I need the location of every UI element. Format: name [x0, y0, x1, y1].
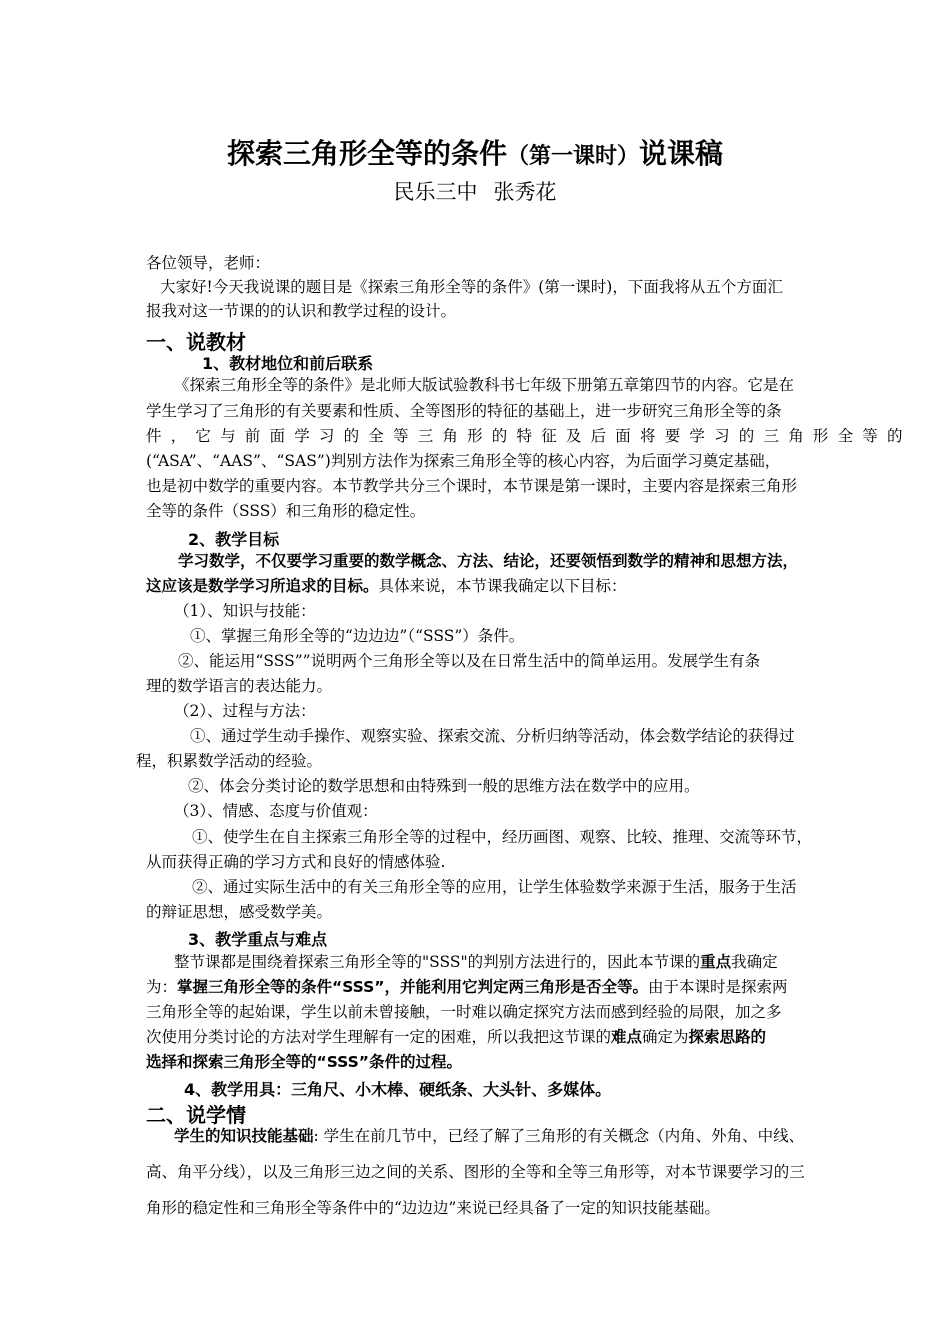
emotion-item-1b: 从而获得正确的学习方式和良好的情感体验.	[146, 853, 446, 871]
knowledge-heading: （1）、知识与技能：	[174, 602, 316, 620]
sub-1-line-3: 件，它与前面学习的全等三角形的特征及后面将要学习的三角形全等的	[146, 427, 912, 445]
title-sub: （第一课时）	[506, 144, 639, 169]
intro-line-1: 大家好!今天我说课的题目是《探索三角形全等的条件》(第一课时)，下面我将从五个方面汇	[160, 278, 783, 296]
emotion-item-2b: 的辩证思想，感受数学美。	[146, 903, 333, 921]
key-line-2c: 由于本课时是探索两	[648, 978, 788, 996]
emotion-item-1a: ①、使学生在自主探索三角形全等的过程中，经历画图、观察、比较、推理、交流等环节，	[192, 828, 813, 846]
key-line-1a: 整节课都是围绕着探索三角形全等的"SSS"的判别方法进行的，因此本节课的	[174, 953, 701, 971]
author-name: 张秀花	[493, 180, 557, 204]
sub-1-heading: 1、教材地位和前后联系	[202, 354, 374, 373]
key-point-label: 重点	[700, 953, 732, 971]
sub-4-heading: 4、教学用具：三角尺、小木棒、硬纸条、大头针、多媒体。	[184, 1080, 612, 1099]
process-item-1a: ①、通过学生动手操作、观察实验、探索交流、分析归纳等活动，体会数学结论的获得过	[190, 727, 795, 745]
document-title	[0, 132, 950, 172]
sub-1-line-5: 也是初中数学的重要内容。本节教学共分三个课时，本节课是第一课时，主要内容是探索三角形	[146, 477, 798, 495]
author-line	[0, 176, 950, 206]
difficult-point-label: 难点	[611, 1028, 643, 1046]
difficult-point-text-b: 选择和探索三角形全等的“SSS”条件的过程。	[146, 1053, 462, 1071]
difficult-point-text-a: 探索思路的	[688, 1028, 767, 1046]
key-point-text: 掌握三角形全等的条件“SSS”，并能利用它判定两三角形是否全等。	[177, 978, 648, 996]
key-line-4a: 次使用分类讨论的方法对学生理解有一定的困难，所以我把这节课的	[146, 1028, 612, 1046]
goal-bold-line-2: 这应该是数学学习所追求的目标。	[146, 577, 379, 595]
key-line-4	[146, 1027, 766, 1047]
situation-line-1	[174, 1126, 804, 1146]
key-line-3: 三角形全等的起始课，学生以前未曾接触，一时难以确定探究方法而感到经验的局限，加之多	[146, 1003, 782, 1021]
sub-1-line-4: (“ASA”、“AAS”、“SAS”)判别方法作为探索三角形全等的核心内容，为后面学习奠定基础，	[146, 452, 781, 470]
intro-line-2: 报我对这一节课的的认识和教学过程的设计。	[146, 302, 457, 320]
goal-bold-line-1: 学习数学，不仅要学习重要的数学概念、方法、结论，还要领悟到数学的精神和思想方法，	[178, 552, 799, 570]
sub-2-heading: 2、教学目标	[188, 530, 280, 549]
key-line-1	[174, 952, 778, 972]
title-main: 探索三角形全等的条件	[226, 137, 507, 170]
sub-1-line-2: 学生学习了三角形的有关要素和性质、全等图形的特征的基础上，进一步研究三角形全等的条	[146, 402, 782, 420]
goal-line-2	[146, 576, 627, 596]
knowledge-item-2b: 理的数学语言的表达能力。	[146, 677, 333, 695]
section-1-heading: 一、说教材	[146, 330, 246, 354]
sub-3-heading: 3、教学重点与难点	[188, 930, 328, 949]
situation-line-1-text: : 学生在前几节中，已经了解了三角形的有关概念（内角、外角、中线、	[313, 1127, 805, 1145]
process-heading: （2）、过程与方法：	[174, 702, 316, 720]
knowledge-item-1: ①、掌握三角形全等的“边边边”（“SSS”）条件。	[190, 627, 525, 645]
emotion-item-2a: ②、通过实际生活中的有关三角形全等的应用，让学生体验数学来源于生活，服务于生活	[192, 878, 797, 896]
goal-line-2-tail: 具体来说，本节课我确定以下目标：	[378, 577, 627, 595]
process-item-1b: 程，积累数学活动的经验。	[136, 752, 323, 770]
situation-line-3: 角形的稳定性和三角形全等条件中的“边边边”来说已经具备了一定的知识技能基础。	[146, 1199, 720, 1217]
sub-1-line-1: 《探索三角形全等的条件》是北师大版试验教科书七年级下册第五章第四节的内容。它是在	[174, 376, 795, 394]
author-school: 民乐三中	[393, 180, 478, 204]
key-line-1c: 我确定	[731, 953, 778, 971]
process-item-2: ②、体会分类讨论的数学思想和由特殊到一般的思维方法在数学中的应用。	[188, 777, 700, 795]
knowledge-item-2a: ②、能运用“SSS””说明两个三角形全等以及在日常生活中的简单运用。发展学生有条	[178, 652, 761, 670]
situation-line-2: 高、角平分线），以及三角形三边之间的关系、图形的全等和全等三角形等，对本节课要学习的三	[146, 1163, 805, 1181]
emotion-heading: （3）、情感、态度与价值观：	[174, 802, 378, 820]
situation-label: 学生的知识技能基础	[174, 1127, 314, 1145]
key-line-2	[146, 977, 788, 997]
sub-1-line-6: 全等的条件（SSS）和三角形的稳定性。	[146, 502, 426, 520]
key-line-2a: 为：	[146, 978, 178, 996]
section-2-heading: 二、说学情	[146, 1103, 246, 1127]
key-line-4c: 确定为	[642, 1028, 689, 1046]
greeting: 各位领导，老师：	[146, 254, 271, 272]
title-tail: 说课稿	[639, 137, 724, 170]
